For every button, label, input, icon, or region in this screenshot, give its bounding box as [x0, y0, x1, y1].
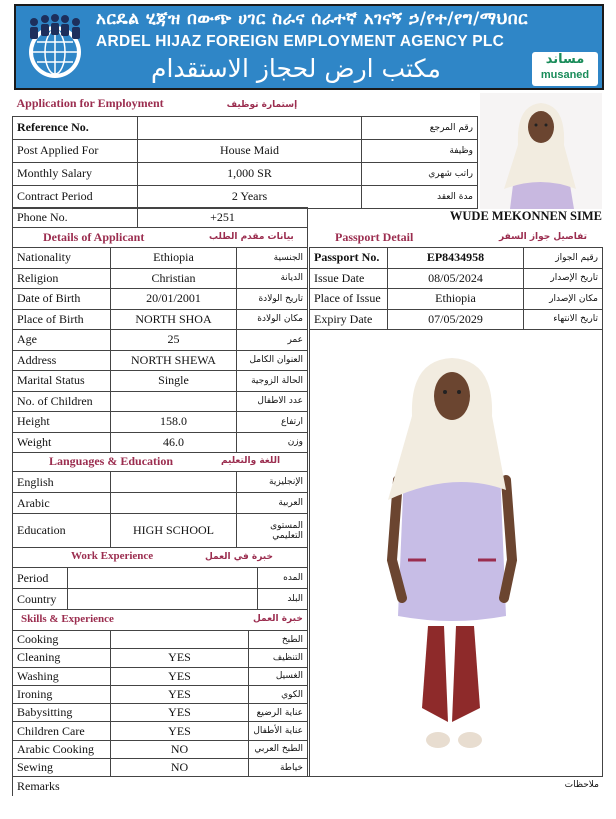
- field-label: Weight: [13, 432, 111, 453]
- table-row: [13, 667, 308, 685]
- remarks-label-ar: ملاحظات: [564, 780, 599, 790]
- field-value: EP8434958: [388, 248, 524, 269]
- field-label-ar: العنوان الكامل: [237, 350, 308, 371]
- table-row: [13, 514, 308, 548]
- field-label-ar: الطبخ العربي: [249, 740, 308, 758]
- field-label-ar: عمر: [237, 330, 308, 351]
- table-row: [13, 208, 308, 228]
- field-label: Arabic Cooking: [13, 740, 111, 758]
- field-label: Date of Birth: [13, 289, 111, 310]
- field-label: Sewing: [13, 759, 111, 777]
- field-label-ar: وزن: [237, 432, 308, 453]
- field-label-ar: عناية الأطفال: [249, 722, 308, 740]
- field-label: Contract Period: [13, 185, 138, 208]
- field-label-ar: مكان الولادة: [237, 309, 308, 330]
- table-row: [13, 289, 308, 310]
- field-label: Post Applied For: [13, 139, 138, 162]
- field-label-ar: خياطة: [249, 759, 308, 777]
- skills-title-ar: خبرة العمل: [253, 614, 303, 624]
- languages-header: [12, 451, 308, 471]
- application-table: [12, 92, 478, 209]
- remarks-label: Remarks: [17, 779, 60, 793]
- applicant-full-name: WUDE MEKONNEN SIME: [449, 209, 602, 223]
- field-label: Country: [13, 589, 68, 610]
- field-value: [138, 116, 362, 139]
- field-label-ar: البلد: [258, 589, 308, 610]
- field-value: [68, 568, 258, 589]
- field-label-ar: عدد الاطفال: [237, 391, 308, 412]
- field-value: YES: [111, 649, 249, 667]
- field-label-ar: رقم المرجع: [362, 116, 478, 139]
- field-value: Christian: [111, 268, 237, 289]
- passport-table: [309, 247, 603, 330]
- passport-title: Passport Detail: [335, 230, 414, 244]
- field-label: Religion: [13, 268, 111, 289]
- table-row: [13, 371, 308, 392]
- table-row: [13, 330, 308, 351]
- field-label: No. of Children: [13, 391, 111, 412]
- field-label: Ironing: [13, 685, 111, 703]
- portrait-photo: [480, 93, 602, 209]
- field-value: 158.0: [111, 412, 237, 433]
- field-label-ar: الجنسية: [237, 248, 308, 269]
- field-label-ar: المده: [258, 568, 308, 589]
- field-value: YES: [111, 704, 249, 722]
- field-value: 08/05/2024: [388, 268, 524, 289]
- field-label-ar: الطبخ: [249, 631, 308, 649]
- field-label-ar: الكوي: [249, 685, 308, 703]
- field-label-ar: الإنجليزية: [237, 472, 308, 493]
- table-row: [13, 649, 308, 667]
- field-value: [111, 631, 249, 649]
- details-header: [12, 227, 308, 247]
- field-label-ar: الديانة: [237, 268, 308, 289]
- table-row: [13, 412, 308, 433]
- field-label: Washing: [13, 667, 111, 685]
- field-label-ar: راتب شهري: [362, 162, 478, 185]
- table-row: [13, 759, 308, 777]
- table-row: [13, 589, 308, 610]
- table-row: [13, 162, 478, 185]
- details-title: Details of Applicant: [43, 230, 145, 244]
- table-row: [13, 185, 478, 208]
- details-title-ar: بيانات مقدم الطلب: [209, 232, 294, 242]
- field-value: Single: [111, 371, 237, 392]
- field-label-ar: تاريخ الولادة: [237, 289, 308, 310]
- field-value: House Maid: [138, 139, 362, 162]
- field-value: NORTH SHEWA: [111, 350, 237, 371]
- field-label: Issue Date: [310, 268, 388, 289]
- work-title-ar: خبرة في العمل: [205, 552, 273, 562]
- field-value: 25: [111, 330, 237, 351]
- field-label: Education: [13, 514, 111, 548]
- musaned-logo: [532, 52, 598, 86]
- field-label: Height: [13, 412, 111, 433]
- field-value: 46.0: [111, 432, 237, 453]
- agency-name-arabic: مكتب ارض لحجاز الاستقدام: [151, 54, 441, 83]
- field-label: Cleaning: [13, 649, 111, 667]
- phone-value: +251: [138, 208, 308, 228]
- field-label-ar: رقيم الجواز: [524, 248, 603, 269]
- field-label-ar: المستوى التعليمي: [237, 514, 308, 548]
- passport-title-ar: تفاصيل جواز السفر: [499, 232, 588, 242]
- table-row: [13, 722, 308, 740]
- languages-title-ar: اللغة والتعليم: [221, 456, 281, 466]
- field-value: [111, 472, 237, 493]
- remarks-row: [12, 776, 603, 796]
- agency-banner: [14, 4, 604, 90]
- field-value: 2 Years: [138, 185, 362, 208]
- field-value: Ethiopia: [388, 289, 524, 310]
- agency-name-english: ARDEL HIJAZ FOREIGN EMPLOYMENT AGENCY PLC: [96, 33, 505, 50]
- field-value: NORTH SHOA: [111, 309, 237, 330]
- field-value: [111, 493, 237, 514]
- skills-title: Skills & Experience: [21, 613, 114, 625]
- field-label-ar: الحالة الزوجية: [237, 371, 308, 392]
- agency-name-amharic: አርዴል ሂጃዝ በውጭ ሀገር ስራና ሰራተኛ አገናኝ ኃ/የተ/የግ/ማህበር: [96, 9, 529, 29]
- field-value: NO: [111, 740, 249, 758]
- field-value: Ethiopia: [111, 248, 237, 269]
- field-label: Children Care: [13, 722, 111, 740]
- field-value: [68, 589, 258, 610]
- full-body-photo: [309, 330, 603, 776]
- languages-title: Languages & Education: [49, 454, 174, 468]
- field-label-ar: مكان الإصدار: [524, 289, 603, 310]
- table-row: [310, 289, 603, 310]
- field-label-ar: الغسيل: [249, 667, 308, 685]
- phone-table: [12, 207, 308, 228]
- table-row: [310, 268, 603, 289]
- table-row: [13, 139, 478, 162]
- field-label-ar: ارتفاع: [237, 412, 308, 433]
- field-label-ar: وظيفة: [362, 139, 478, 162]
- work-title: Work Experience: [71, 550, 154, 562]
- table-row: [310, 248, 603, 269]
- musaned-logo-ar: مساند: [545, 52, 585, 67]
- passport-header: [309, 227, 603, 247]
- field-label: Expiry Date: [310, 309, 388, 330]
- musaned-logo-en: musaned: [540, 69, 590, 81]
- field-label-ar: التنظيف: [249, 649, 308, 667]
- field-label: Babysitting: [13, 704, 111, 722]
- table-row: [13, 493, 308, 514]
- field-label: Nationality: [13, 248, 111, 269]
- table-row: [13, 309, 308, 330]
- skills-header: [12, 609, 308, 630]
- table-row: [13, 472, 308, 493]
- table-row: [13, 116, 478, 139]
- field-label: Place of Issue: [310, 289, 388, 310]
- agency-logo-icon: [20, 8, 90, 88]
- table-row: [13, 350, 308, 371]
- field-label: Arabic: [13, 493, 111, 514]
- field-value: YES: [111, 722, 249, 740]
- table-row: [13, 704, 308, 722]
- details-table: [12, 247, 308, 453]
- phone-label: Phone No.: [13, 208, 138, 228]
- table-row: [13, 631, 308, 649]
- field-label: Period: [13, 568, 68, 589]
- field-value: YES: [111, 685, 249, 703]
- field-label-ar: مدة العقد: [362, 185, 478, 208]
- table-row: [13, 268, 308, 289]
- languages-table: [12, 471, 308, 548]
- field-value: HIGH SCHOOL: [111, 514, 237, 548]
- table-row: [13, 432, 308, 453]
- field-label-ar: العربية: [237, 493, 308, 514]
- table-row: [13, 685, 308, 703]
- field-label: Passport No.: [310, 248, 388, 269]
- field-label: English: [13, 472, 111, 493]
- field-label: Age: [13, 330, 111, 351]
- field-value: 07/05/2029: [388, 309, 524, 330]
- field-value: 1,000 SR: [138, 162, 362, 185]
- field-label: Place of Birth: [13, 309, 111, 330]
- field-value: YES: [111, 667, 249, 685]
- application-title-ar: إستمارة توظيف: [226, 100, 298, 111]
- table-row: [13, 740, 308, 758]
- table-row: [13, 391, 308, 412]
- field-value: [111, 391, 237, 412]
- field-label: Cooking: [13, 631, 111, 649]
- table-row: [310, 309, 603, 330]
- field-label-ar: تاريخ الانتهاء: [524, 309, 603, 330]
- work-table: [12, 567, 308, 610]
- field-label: Monthly Salary: [13, 162, 138, 185]
- skills-table: [12, 630, 308, 777]
- table-row: [13, 568, 308, 589]
- field-label: Address: [13, 350, 111, 371]
- application-title: Application for Employment: [16, 96, 164, 111]
- field-label: Reference No.: [13, 116, 138, 139]
- field-label-ar: تاريخ الإصدار: [524, 268, 603, 289]
- field-value: 20/01/2001: [111, 289, 237, 310]
- work-header: [12, 547, 308, 567]
- field-label-ar: عناية الرضيع: [249, 704, 308, 722]
- field-label: Marital Status: [13, 371, 111, 392]
- table-row: [13, 248, 308, 269]
- field-value: NO: [111, 759, 249, 777]
